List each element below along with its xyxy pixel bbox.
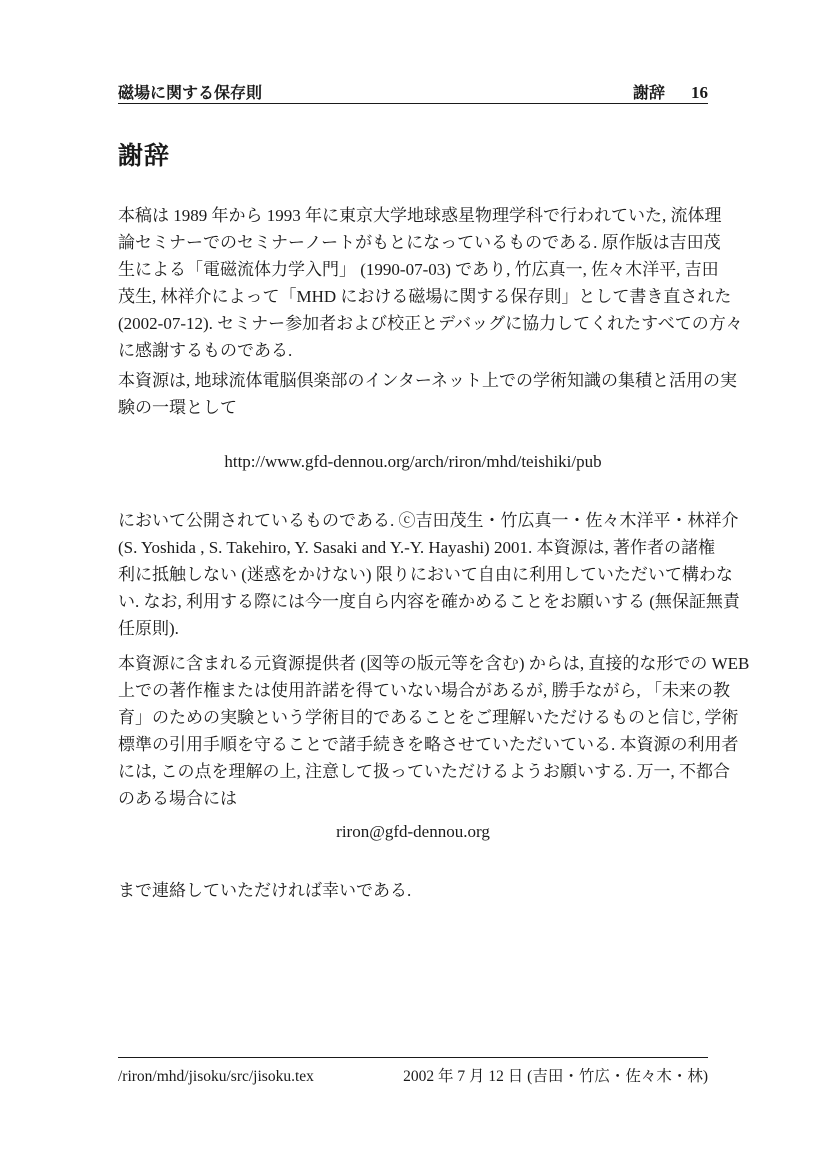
text-line: に感謝するものである.: [118, 341, 293, 360]
text-line: 本稿は 1989 年から 1993 年に東京大学地球惑星物理学科で行われていた, 流体理: [118, 206, 722, 225]
contact-email-link[interactable]: riron@gfd-dennou.org: [336, 822, 490, 841]
text-line: 育」のための実験という学術目的であることをご理解いただけるものと信じ, 学術: [118, 708, 739, 727]
paragraph-copyright-terms: [118, 507, 740, 642]
text-line: 利に抵触しない (迷惑をかけない) 限りにおいて自由に利用していただいて構わな: [118, 565, 733, 584]
header-right-group: [633, 80, 708, 103]
paragraph-contact-closing: [118, 877, 708, 904]
footer-date-authors: 2002 年 7 月 12 日 (吉田・竹広・佐々木・林): [403, 1068, 708, 1085]
publication-url-link[interactable]: http://www.gfd-dennou.org/arch/riron/mhd/teishiki/pub: [224, 452, 602, 471]
publication-url-block: [118, 448, 708, 475]
header-left-title: 磁場に関する保存則: [118, 85, 263, 102]
text-line: い. なお, 利用する際には今一度自ら内容を確かめることをお願いする (無保証無責: [118, 592, 740, 611]
text-line: 論セミナーでのセミナーノートがもとになっているものである. 原作版は吉田茂: [118, 233, 721, 252]
text-line: (2002-07-12). セミナー参加者および校正とデバッグに協力してくれたすべての方々: [118, 314, 743, 333]
footer-divider: [118, 1057, 708, 1058]
text-line: には, この点を理解の上, 注意して扱っていただけるようお願いする. 万一, 不都合: [118, 762, 730, 781]
text-line: まで連絡していただければ幸いである.: [118, 881, 412, 900]
paragraph-acknowledgment-origin: [118, 202, 743, 364]
text-line: 本資源に含まれる元資源提供者 (図等の版元等を含む) からは, 直接的な形での WEB: [118, 654, 750, 673]
contact-email-block: [118, 818, 708, 845]
text-line: 上での著作権または使用許諾を得ていない場合があるが, 勝手ながら, 「未来の教: [118, 681, 730, 700]
text-line: 茂生, 林祥介によって「MHD における磁場に関する保存則」として書き直された: [118, 287, 732, 306]
page-header: [118, 80, 708, 103]
paragraph-resource-intro: [118, 367, 737, 421]
text-line: 任原則).: [118, 619, 179, 638]
text-line: のある場合には: [118, 789, 237, 808]
text-line: において公開されているものである. ⓒ吉田茂生・竹広真一・佐々木洋平・林祥介: [118, 511, 739, 530]
text-line: (S. Yoshida , S. Takehiro, Y. Sasaki and Y.-Y. Hayashi) 2001. 本資源は, 著作者の諸権: [118, 538, 715, 557]
section-title: 謝辞: [118, 142, 171, 170]
page-footer: [118, 1063, 708, 1090]
page-number: 16: [691, 83, 708, 102]
header-divider: [118, 103, 708, 104]
header-section-name: 謝辞: [632, 85, 665, 102]
text-line: 験の一環として: [118, 398, 237, 417]
text-line: 本資源は, 地球流体電脳倶楽部のインターネット上での学術知識の集積と活用の実: [118, 371, 737, 390]
paragraph-source-providers: [118, 650, 750, 812]
text-line: 生による「電磁流体力学入門」 (1990-07-03) であり, 竹広真一, 佐々木洋平, 吉田: [118, 260, 719, 279]
text-line: 標準の引用手順を守ることで諸手続きを略させていただいている. 本資源の利用者: [118, 735, 739, 754]
footer-source-path: /riron/mhd/jisoku/src/jisoku.tex: [118, 1068, 314, 1085]
